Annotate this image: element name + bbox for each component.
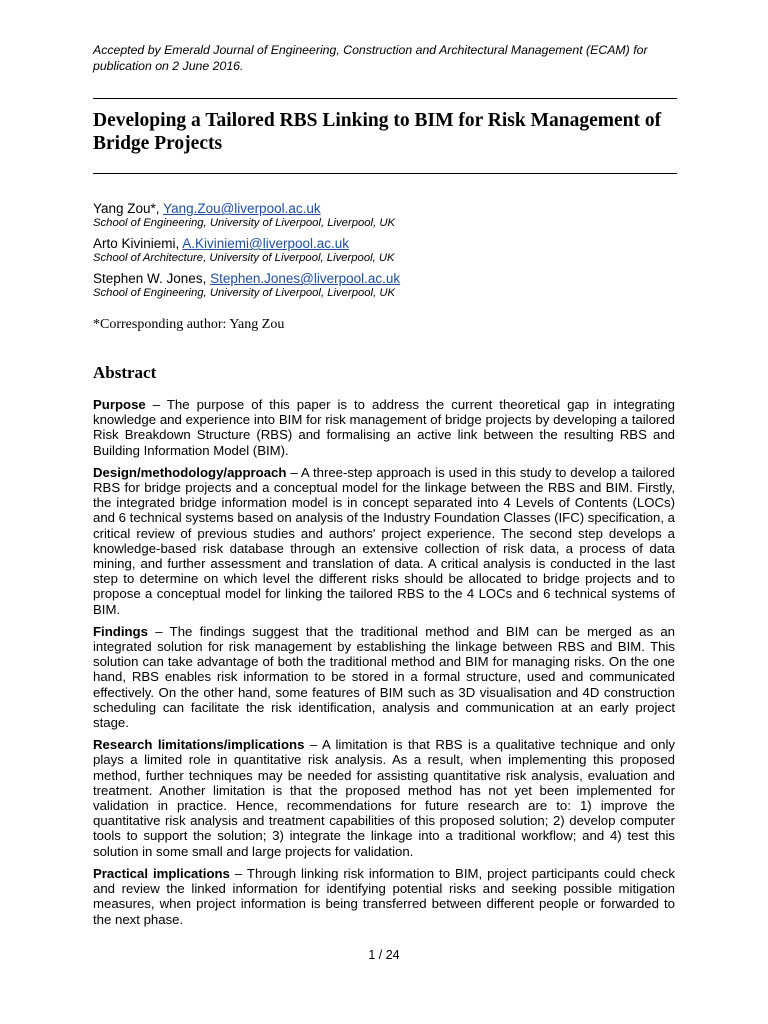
section-text: – The purpose of this paper is to address the current theoretical gap in integrating knowledge and experience into BIM for risk management of bridge projects by developing a tailored Risk Breakdown Structure (RBS) and formalising an active link between the resulting RBS and Building Information Model (BIM).	[93, 397, 675, 458]
journal-acceptance-note: Accepted by Emerald Journal of Engineering, Construction and Architectural Management (ECAM) for publication on 2 June 2016.	[93, 43, 648, 73]
section-label: Findings	[93, 623, 148, 639]
author-affiliation: School of Engineering, University of Liverpool, Liverpool, UK	[93, 287, 396, 299]
abstract-heading: Abstract	[93, 363, 157, 382]
section-text: – Through linking risk information to BIM, project participants could check and review the linked information for identifying potential risks and seeking possible mitigation measures, when project information is being transferred between different people or forwarded to the next phase.	[93, 865, 675, 927]
author-name: Stephen W. Jones,	[93, 271, 211, 286]
abstract-findings	[93, 624, 675, 730]
title-bottom-rule	[93, 173, 677, 174]
section-label: Research limitations/implications	[93, 737, 305, 753]
abstract-design-methodology	[93, 465, 675, 617]
author-affiliation: School of Architecture, University of Liverpool, Liverpool, UK	[93, 252, 395, 264]
abstract-body	[93, 397, 675, 934]
author-list	[93, 200, 683, 305]
author-name: Arto Kiviniemi,	[93, 236, 183, 251]
corresponding-author-note: *Corresponding author: Yang Zou	[93, 317, 285, 332]
abstract-purpose	[93, 397, 675, 458]
section-label: Design/methodology/approach	[93, 464, 287, 480]
author-email-link[interactable]: Stephen.Jones@liverpool.ac.uk	[210, 271, 401, 286]
page-number: 1 / 24	[368, 948, 400, 962]
section-text: – The findings suggest that the traditional method and BIM can be merged as an integrated solution for risk management by establishing the linkage between RBS and BIM. This solution can take advantage of both the traditional method and BIM for managing risks. On the one hand, RBS enables risk information to be stored in a formal structure, used and communicated effectively. On the other hand, some features of BIM such as 3D visualisation and 4D construction scheduling can facilitate the risk identification, analysis and communication at an early project stage.	[93, 623, 675, 731]
section-text: – A limitation is that RBS is a qualitative technique and only plays a limited role in quantitative risk analysis. As a result, when implementing this proposed method, further techniques may be needed for assisting quantitative risk analysis, evaluation and treatment. Another limitation is that the proposed method has not yet been implemented for validation in practice. Hence, recommendations for future research are to: 1) improve the quantitative risk analysis and treatment capabilities of this proposed solution; 2) develop computer tools to support the solution; 3) integrate the linkage into a traditional workflow; and 4) test this solution in some small and large projects for validation.	[93, 737, 675, 859]
author-entry	[93, 235, 683, 265]
author-entry	[93, 270, 683, 300]
author-entry	[93, 200, 683, 230]
author-email-link[interactable]: A.Kiviniemi@liverpool.ac.uk	[182, 236, 350, 251]
abstract-research-limitations	[93, 737, 675, 859]
abstract-practical-implications	[93, 866, 675, 927]
title-top-rule	[93, 98, 677, 99]
section-label: Purpose	[93, 397, 146, 412]
author-name: Yang Zou*,	[93, 201, 164, 216]
paper-title: Developing a Tailored RBS Linking to BIM for Risk Management of Bridge Projects	[93, 110, 662, 154]
author-affiliation: School of Engineering, University of Liverpool, Liverpool, UK	[93, 217, 396, 229]
section-text: – A three-step approach is used in this study to develop a tailored RBS for bridge projects and a conceptual model for the linkage between the RBS and BIM. Firstly, the integrated bridge information model is in concept separated into 4 Levels of Contents (LOCs) and 6 technical systems based on analysis of the Industry Foundation Classes (IFC) specification, a critical review of previous studies and authors' project experience. The second step develops a knowledge-based risk database through an extensive collection of risk data, a process of data mining, and further assessment and translation of data. A critical analysis is conducted in the last step to determine on which level the different risks should be allocated to bridge projects and to propose a conceptual model for linking the tailored RBS to the 4 LOCs and 6 technical systems of BIM.	[93, 464, 676, 617]
section-label: Practical implications	[93, 865, 230, 881]
author-email-link[interactable]: Yang.Zou@liverpool.ac.uk	[163, 201, 321, 216]
